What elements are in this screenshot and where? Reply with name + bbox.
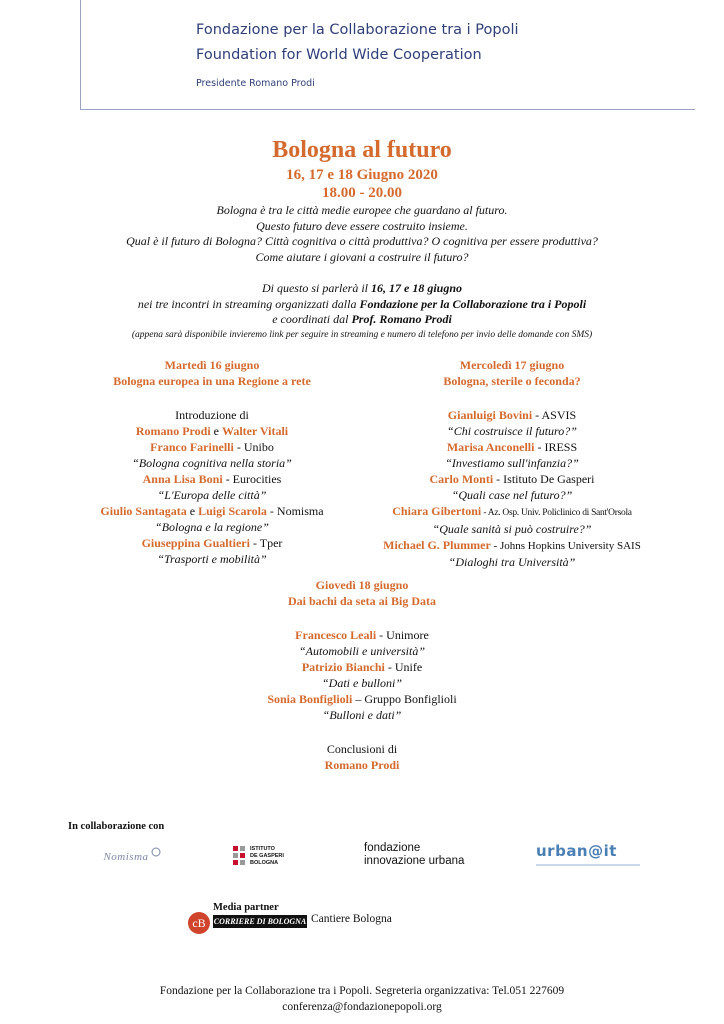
announce-text: e coordinati dal <box>272 312 352 326</box>
partners-label: In collaborazione con <box>68 821 165 832</box>
speaker-org: - Unife <box>384 660 423 674</box>
president-line: Presidente Romano Prodi <box>196 78 315 89</box>
speaker-name: Romano Prodi <box>135 424 211 438</box>
degasperi-mark-icon <box>232 845 246 867</box>
talk-title: “Chi costruisce il futuro?” <box>447 424 577 438</box>
speaker-name: Patrizio Bianchi <box>301 660 385 674</box>
event-description <box>0 203 724 265</box>
talk-title: “Bulloni e dati” <box>322 708 402 722</box>
speaker-org: - ASVIS <box>532 408 577 422</box>
degasperi-line: BOLOGNA <box>250 859 279 866</box>
degasperi-line: DE GASPERI <box>250 852 284 859</box>
talk-title: “Dati e bulloni” <box>321 676 402 690</box>
day3-date: Giovedì 18 giugno <box>315 578 409 592</box>
degasperi-line: ISTITUTO <box>250 845 275 852</box>
day1-column <box>62 357 362 567</box>
day3-column <box>212 577 512 773</box>
speaker-name: Anna Lisa Boni <box>142 472 223 486</box>
org-name-en: Foundation for World Wide Cooperation <box>196 47 482 63</box>
conjunction: e <box>210 424 222 438</box>
talk-title: “L'Europa delle città” <box>157 488 267 502</box>
speaker-name: Luigi Scarola <box>198 504 267 518</box>
announce-coordinator: Prof. Romano Prodi <box>351 312 452 326</box>
speaker-name: Gianluigi Bovini <box>447 408 533 422</box>
event-title: Bologna al futuro <box>272 137 452 163</box>
speaker-name: Marisa Anconelli <box>446 440 535 454</box>
cb-logo-icon: cB <box>188 912 210 934</box>
speaker-name: Chiara Gibertoni <box>392 504 482 518</box>
day3-theme: Dai bachi da seta ai Big Data <box>287 594 436 608</box>
desc-line: Bologna è tra le città medie europee che guardano al futuro. <box>216 203 508 217</box>
talk-title: “Trasporti e mobilità” <box>157 552 267 566</box>
corriere-logo: CORRIERE DI BOLOGNA <box>213 917 307 926</box>
fiu-line: innovazione urbana <box>364 855 465 867</box>
urbanit-tagline-rule <box>536 864 640 866</box>
talk-title: “Dialoghi tra Università” <box>448 555 576 569</box>
speaker-org: - Unimore <box>376 628 429 642</box>
speaker-org: - Tper <box>249 536 283 550</box>
announce-org: Fondazione per la Collaborazione tra i Popoli <box>359 296 587 311</box>
speaker-name: Francesco Leali <box>295 628 377 642</box>
desc-line: Questo futuro deve essere costruito insieme. <box>256 218 468 233</box>
day1-date: Martedì 16 giugno <box>164 358 260 372</box>
speaker-org: - Az. Osp. Univ. Policlinico di Sant'Orsola <box>481 508 632 518</box>
day2-theme: Bologna, sterile o feconda? <box>443 374 581 388</box>
speaker-name: Sonia Bonfiglioli <box>267 692 353 706</box>
nomisma-logo <box>92 842 172 872</box>
announce-text: Di questo si parlerà il <box>261 281 371 295</box>
nomisma-mark-icon <box>151 847 161 857</box>
event-time: 18.00 - 20.00 <box>322 185 402 201</box>
footer-email: conferenza@fondazionepopoli.org <box>282 1001 442 1013</box>
talk-title: “Automobili e università” <box>299 644 425 658</box>
event-announcement <box>0 281 724 328</box>
speaker-org: - Istituto De Gasperi <box>493 472 595 486</box>
conclusion-label: Conclusioni di <box>326 742 398 756</box>
speaker-name: Giuseppina Gualtieri <box>141 536 250 550</box>
streaming-note: (appena sarà disponibile invieremo link per seguire in streaming e numero di telefono per invio delle domande con SMS) <box>131 330 593 340</box>
speaker-org: - Eurocities <box>222 472 282 486</box>
talk-title: “Quali case nel futuro?” <box>451 488 573 502</box>
event-dates: 16, 17 e 18 Giugno 2020 <box>286 167 438 183</box>
fiu-logo <box>364 842 464 868</box>
desc-line: Come aiutare i giovani a costruire il futuro? <box>255 249 469 264</box>
footer-contact: Fondazione per la Collaborazione tra i Popoli. Segreteria organizzativa: Tel.051 227609 <box>159 985 565 997</box>
fiu-line: fondazione <box>364 842 421 854</box>
talk-title: “Investiamo sull'infanzia?” <box>445 456 579 470</box>
speaker-org: - Johns Hopkins University SAIS <box>490 540 641 552</box>
talk-title: “Quale sanità si può costruire?” <box>432 522 592 536</box>
day1-intro-label: Introduzione di <box>175 408 249 422</box>
talk-title: “Bologna e la regione” <box>155 520 269 534</box>
cantiere-label: Cantiere Bologna <box>311 913 392 925</box>
day2-column <box>362 357 662 570</box>
org-name-it: Fondazione per la Collaborazione tra i Popoli <box>196 22 519 38</box>
speaker-name: Giulio Santagata <box>100 504 187 518</box>
media-partner-label: Media partner <box>213 902 279 913</box>
nomisma-wordmark: Nomisma <box>103 851 149 863</box>
day2-date: Mercoledì 17 giugno <box>459 358 565 372</box>
speaker-name: Michael G. Plummer <box>383 538 491 552</box>
announce-dates: 16, 17 e 18 giugno <box>371 281 463 295</box>
speaker-org: - Nomisma <box>266 504 324 518</box>
speaker-name: Walter Vitali <box>222 424 289 438</box>
speaker-name: Franco Farinelli <box>150 440 234 454</box>
talk-title: “Bologna cognitiva nella storia” <box>132 456 292 470</box>
desc-line: Qual è il futuro di Bologna? Città cognitiva o città produttiva? O cognitiva per essere produttiva? <box>126 234 598 248</box>
speaker-org: - IRESS <box>534 440 578 454</box>
day1-theme: Bologna europea in una Regione a rete <box>113 374 311 388</box>
conjunction: e <box>186 504 199 518</box>
urbanit-logo: urban@it <box>536 842 617 860</box>
conclusion-speaker: Romano Prodi <box>324 758 400 772</box>
speaker-org: - Unibo <box>233 440 274 454</box>
speaker-org: – Gruppo Bonfiglioli <box>352 692 457 706</box>
degasperi-logo <box>232 843 304 869</box>
speaker-name: Carlo Monti <box>429 472 494 486</box>
announce-text: nei tre incontri in streaming organizzati dalla <box>137 296 360 311</box>
